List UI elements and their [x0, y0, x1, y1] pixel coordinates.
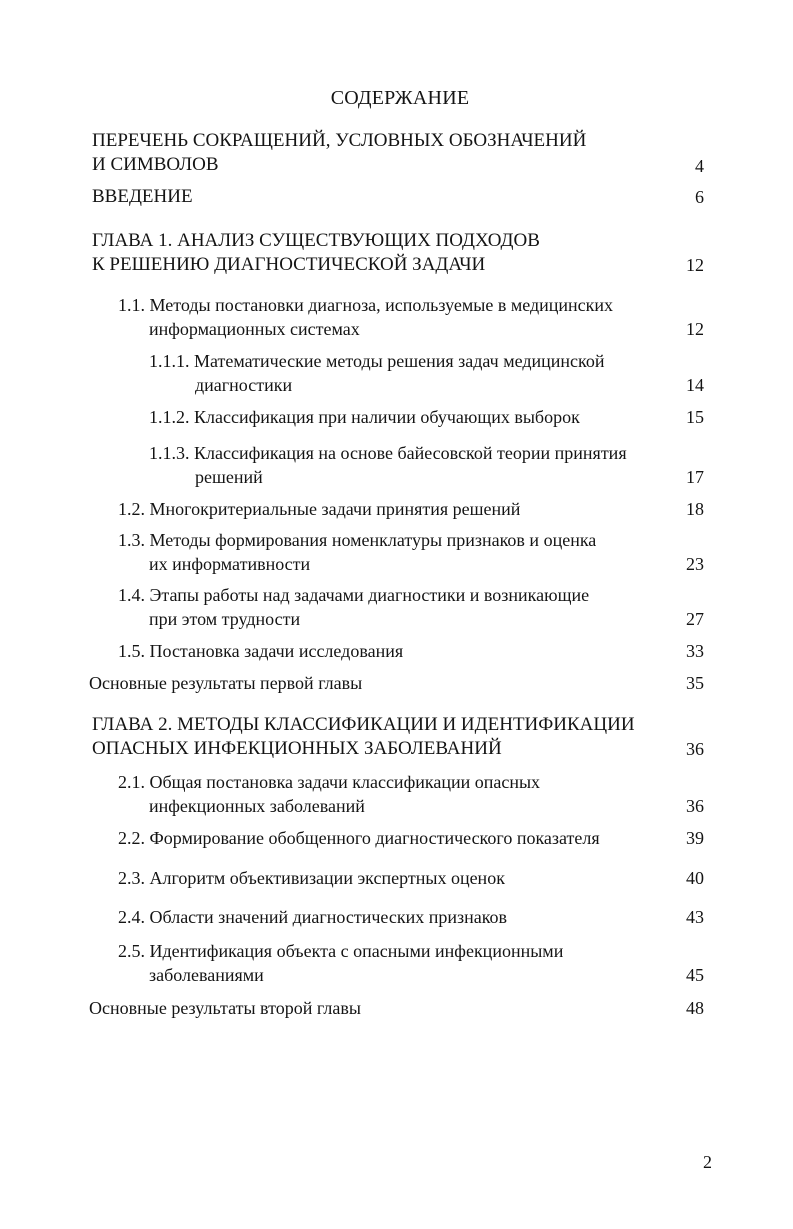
toc-entry-text-continued: их информативности	[149, 554, 311, 574]
toc-page-number: 36	[686, 796, 704, 816]
toc-page-number: 4	[695, 156, 704, 176]
toc-entry-text-continued: И СИМВОЛОВ	[92, 154, 219, 175]
toc-entry-section-2-4[interactable]	[118, 905, 507, 929]
toc-entry-text: ВВЕДЕНИЕ	[92, 186, 193, 207]
toc-entry-text: 1.1.3. Классификация на основе байесовской теории принятия	[149, 443, 627, 463]
toc-entry-text: 1.1. Методы постановки диагноза, используемые в медицинских	[118, 295, 614, 315]
toc-entry-text: 1.5. Постановка задачи исследования	[118, 641, 404, 661]
toc-entry-text-continued: К РЕШЕНИЮ ДИАГНОСТИЧЕСКОЙ ЗАДАЧИ	[92, 254, 486, 275]
toc-entry-text-continued: при этом трудности	[149, 609, 301, 629]
toc-entry-text: 2.3. Алгоритм объективизации экспертных оценок	[118, 868, 505, 888]
toc-entry-chapter-2[interactable]	[92, 713, 635, 761]
toc-entry-section-1-3[interactable]	[118, 528, 596, 576]
toc-page-number: 17	[686, 467, 704, 487]
toc-entry-section-1-5[interactable]	[118, 639, 403, 663]
toc-page-number: 48	[686, 998, 704, 1018]
toc-entry-text-continued: информационных системах	[149, 319, 360, 339]
toc-entry-text-continued: решений	[195, 467, 263, 487]
toc-entry-chapter-1[interactable]	[92, 229, 540, 277]
toc-entry-section-2-3[interactable]	[118, 866, 505, 890]
toc-entry-text: 2.2. Формирование обобщенного диагностического показателя	[118, 828, 600, 848]
toc-entry-text: ГЛАВА 1. АНАЛИЗ СУЩЕСТВУЮЩИХ ПОДХОДОВ	[92, 230, 540, 251]
toc-page-number: 45	[686, 965, 704, 985]
toc-entry-text: 1.2. Многокритериальные задачи принятия решений	[118, 499, 521, 519]
toc-page-number: 35	[686, 673, 704, 693]
toc-entry-chapter-2-results[interactable]	[89, 996, 361, 1020]
toc-entry-text: 1.1.1. Математические методы решения задач медицинской	[149, 351, 605, 371]
toc-page-number: 6	[695, 187, 704, 207]
toc-page-number: 36	[686, 739, 704, 759]
toc-entry-text: 1.3. Методы формирования номенклатуры признаков и оценка	[118, 530, 597, 550]
toc-entry-text-continued: инфекционных заболеваний	[149, 796, 365, 816]
toc-entry-section-1-2[interactable]	[118, 497, 520, 521]
toc-entry-text: 2.1. Общая постановка задачи классификации опасных	[118, 772, 541, 792]
toc-page-number: 27	[686, 609, 704, 629]
toc-entry-text: 2.5. Идентификация объекта с опасными инфекционными	[118, 941, 564, 961]
toc-page-number: 18	[686, 499, 704, 519]
toc-entry-text-continued: диагностики	[195, 375, 293, 395]
toc-page-number: 40	[686, 868, 704, 888]
toc-page-number: 39	[686, 828, 704, 848]
toc-entry-text-continued: заболеваниями	[149, 965, 264, 985]
toc-entry-section-2-2[interactable]	[118, 826, 600, 850]
toc-page-number: 12	[686, 255, 704, 275]
toc-entry-section-1-1-3[interactable]	[149, 441, 627, 489]
toc-entry-section-1-4[interactable]	[118, 583, 589, 631]
toc-entry-text: ПЕРЕЧЕНЬ СОКРАЩЕНИЙ, УСЛОВНЫХ ОБОЗНАЧЕНИЙ	[92, 130, 587, 151]
page-number: 2	[703, 1152, 712, 1172]
toc-page-number: 14	[686, 375, 704, 395]
toc-entry-section-1-1[interactable]	[118, 293, 613, 341]
toc-entry-text: 1.4. Этапы работы над задачами диагностики и возникающие	[118, 585, 590, 605]
toc-entry-text: Основные результаты первой главы	[89, 673, 363, 693]
toc-entry-abbreviations[interactable]	[92, 129, 586, 177]
toc-entry-text: ГЛАВА 2. МЕТОДЫ КЛАССИФИКАЦИИ И ИДЕНТИФИКАЦИИ	[92, 714, 635, 735]
toc-entry-text-continued: ОПАСНЫХ ИНФЕКЦИОННЫХ ЗАБОЛЕВАНИЙ	[92, 738, 502, 759]
toc-entry-introduction[interactable]	[92, 185, 193, 209]
toc-page-number: 15	[686, 407, 704, 427]
toc-entry-section-2-1[interactable]	[118, 770, 540, 818]
toc-entry-section-1-1-2[interactable]	[149, 405, 580, 429]
toc-page-number: 12	[686, 319, 704, 339]
toc-entry-section-2-5[interactable]	[118, 939, 563, 987]
toc-entry-section-1-1-1[interactable]	[149, 349, 605, 397]
toc-entry-chapter-1-results[interactable]	[89, 671, 362, 695]
toc-page-number: 23	[686, 554, 704, 574]
toc-page-number: 33	[686, 641, 704, 661]
toc-entry-text: Основные результаты второй главы	[89, 998, 361, 1018]
toc-page-number: 43	[686, 907, 704, 927]
toc-entry-text: 2.4. Области значений диагностических признаков	[118, 907, 508, 927]
toc-entry-text: 1.1.2. Классификация при наличии обучающих выборок	[149, 407, 580, 427]
page-title: СОДЕРЖАНИЕ	[330, 87, 470, 109]
